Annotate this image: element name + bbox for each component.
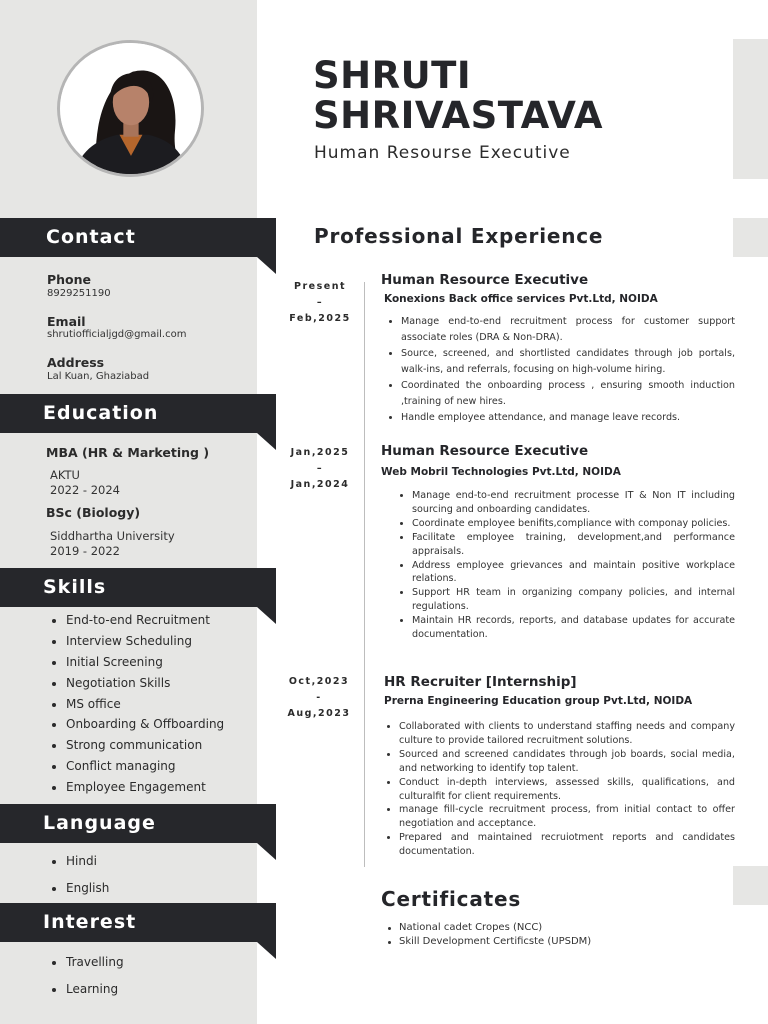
skills-header <box>0 568 276 607</box>
interest-header <box>0 903 276 942</box>
education-years: 2019 - 2022 <box>50 544 120 558</box>
company-name: Konexions Back office services Pvt.Ltd, NOIDA <box>384 293 658 305</box>
timeline-line <box>364 282 365 867</box>
education-degree: MBA (HR & Marketing ) <box>46 445 210 460</box>
list-item: Coordinate employee benifits,compliance with componay policies. <box>397 517 735 531</box>
phone-label: Phone <box>47 272 92 287</box>
job-dates <box>280 445 360 493</box>
sidebar <box>0 0 257 1024</box>
job-role: Human Resource Executive <box>381 443 589 459</box>
list-item: End-to-end Recruitment <box>49 610 224 631</box>
education-years: 2022 - 2024 <box>50 483 120 497</box>
list-item: Initial Screening <box>49 652 224 673</box>
date-separator: – <box>316 297 324 308</box>
date-start: Present <box>294 281 346 292</box>
list-item: MS office <box>49 694 224 715</box>
contact-heading: Contact <box>46 226 136 248</box>
list-item: Hindi <box>49 848 109 875</box>
list-item: Support HR team in organizing company policies, and internal regulations. <box>397 586 735 614</box>
job-duties <box>384 720 735 859</box>
job-role: HR Recruiter [Internship] <box>384 674 577 690</box>
job-duties <box>397 489 735 642</box>
list-item: National cadet Cropes (NCC) <box>385 921 591 935</box>
job-dates <box>279 674 359 722</box>
date-separator: – <box>316 463 324 474</box>
date-end: Aug,2023 <box>287 708 351 719</box>
list-item: Facilitate employee training, development,and performance appraisals. <box>397 531 735 559</box>
education-degree: BSc (Biology) <box>46 505 141 520</box>
list-item: Learning <box>49 976 124 1003</box>
date-start: Jan,2025 <box>290 447 350 458</box>
list-item: Address employee grievances and maintain positive workplace relations. <box>397 559 735 587</box>
certificates-list <box>385 921 591 949</box>
list-item: Travelling <box>49 949 124 976</box>
list-item: Coordinated the onboarding process , ensuring smooth induction ,training of new hires. <box>386 378 735 410</box>
list-item: Interview Scheduling <box>49 631 224 652</box>
language-header <box>0 804 276 843</box>
job-duties <box>386 314 735 426</box>
profile-photo <box>57 40 204 177</box>
address-value: Lal Kuan, Ghaziabad <box>47 371 150 382</box>
address-label: Address <box>47 355 105 370</box>
date-end: Jan,2024 <box>290 479 350 490</box>
ribbon-fold <box>257 942 276 959</box>
ribbon-fold <box>257 257 276 274</box>
list-item: Manage end-to-end recruitment process for customer support associate roles (DRA & Non-DRA). <box>386 314 735 346</box>
date-separator: - <box>316 692 322 703</box>
list-item: manage fill-cycle recruitment process, from initial contact to offer negotiation and acceptance. <box>384 803 735 831</box>
language-list <box>49 848 109 902</box>
list-item: Skill Development Certificste (UPSDM) <box>385 935 591 949</box>
ribbon-fold <box>257 433 276 450</box>
interest-heading: Interest <box>43 911 137 933</box>
job-title: Human Resourse Executive <box>314 143 571 163</box>
decorative-accent <box>733 866 768 905</box>
candidate-name <box>313 56 603 136</box>
list-item: Prepared and maintained recruiotment reports and candidates documentation. <box>384 831 735 859</box>
phone-value: 8929251190 <box>47 288 111 299</box>
ribbon-fold <box>257 607 276 624</box>
list-item: Sourced and screened candidates through job boards, social media, and networking to identify top talent. <box>384 748 735 776</box>
date-end: Feb,2025 <box>289 313 351 324</box>
education-school: Siddhartha University <box>50 529 175 543</box>
decorative-accent <box>733 39 768 179</box>
email-label: Email <box>47 314 86 329</box>
profile-photo-image <box>60 43 201 174</box>
certificates-heading: Certificates <box>381 887 522 911</box>
language-heading: Language <box>43 812 156 834</box>
job-role: Human Resource Executive <box>381 272 589 288</box>
list-item: Manage end-to-end recruitment processe IT & Non IT including sourcing and onboarding candidates. <box>397 489 735 517</box>
email-value: shrutiofficialjgd@gmail.com <box>47 329 187 340</box>
list-item: English <box>49 875 109 902</box>
list-item: Maintain HR records, reports, and database updates for accurate documentation. <box>397 614 735 642</box>
contact-header <box>0 218 276 257</box>
skills-list <box>49 610 224 798</box>
list-item: Employee Engagement <box>49 777 224 798</box>
interest-list <box>49 949 124 1003</box>
list-item: Handle employee attendance, and manage leave records. <box>386 410 735 426</box>
education-school: AKTU <box>50 468 80 482</box>
list-item: Conduct in-depth interviews, assessed skills, qualifications, and culturalfit for client requirements. <box>384 776 735 804</box>
list-item: Source, screened, and shortlisted candidates through job portals, walk-ins, and referrals, focusing on high-volume hiring. <box>386 346 735 378</box>
decorative-accent <box>733 218 768 257</box>
education-header <box>0 394 276 433</box>
list-item: Collaborated with clients to understand staffing needs and company culture to provide tailored recruitment solutions. <box>384 720 735 748</box>
name-last: SHRIVASTAVA <box>313 94 604 137</box>
company-name: Web Mobril Technologies Pvt.Ltd, NOIDA <box>381 466 621 478</box>
education-heading: Education <box>43 402 159 424</box>
list-item: Onboarding & Offboarding <box>49 714 224 735</box>
date-start: Oct,2023 <box>288 676 350 687</box>
company-name: Prerna Engineering Education group Pvt.Ltd, NOIDA <box>384 695 693 707</box>
skills-heading: Skills <box>43 576 107 598</box>
ribbon-fold <box>257 843 276 860</box>
list-item: Conflict managing <box>49 756 224 777</box>
name-first: SHRUTI <box>313 54 472 97</box>
list-item: Negotiation Skills <box>49 673 224 694</box>
experience-heading: Professional Experience <box>314 224 604 248</box>
list-item: Strong communication <box>49 735 224 756</box>
job-dates <box>280 279 360 327</box>
